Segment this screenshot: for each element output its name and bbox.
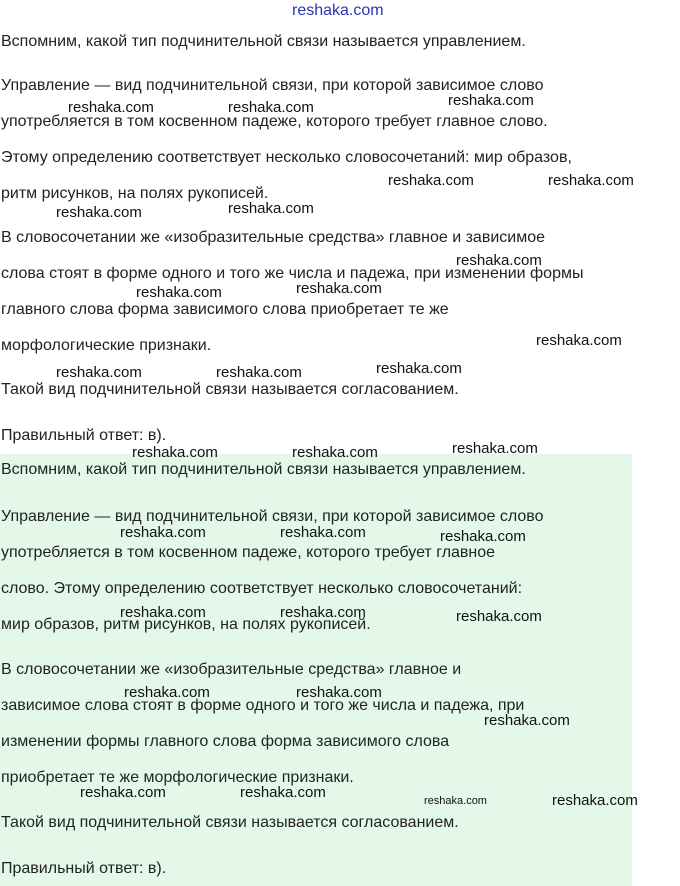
watermark: reshaka.com <box>132 444 218 461</box>
block2-agreement-line1: В словосочетании же «изобразительные средства» главное и <box>1 661 462 678</box>
watermark: reshaka.com <box>280 524 366 541</box>
watermark: reshaka.com <box>536 332 622 349</box>
block1-paragraph-intro: Вспомним, какой тип подчинительной связи называется управлением. <box>1 33 526 50</box>
block1-agreement-line1: В словосочетании же «изобразительные средства» главное и зависимое <box>1 229 545 246</box>
block1-examples-line1: Этому определению соответствует несколько словосочетаний: мир образов, <box>1 149 572 166</box>
block2-definition-line2: употребляется в том косвенном падеже, которого требует главное <box>1 544 496 561</box>
watermark: reshaka.com <box>56 364 142 381</box>
watermark: reshaka.com <box>456 608 542 625</box>
block2-conclusion: Такой вид подчинительной связи называется согласованием. <box>1 814 459 831</box>
block1-examples-line2: ритм рисунков, на полях рукописей. <box>1 185 269 202</box>
watermark: reshaka.com <box>548 172 634 189</box>
block2-definition-line3: слово. Этому определению соответствует несколько словосочетаний: <box>1 580 523 597</box>
watermark: reshaka.com <box>424 795 487 807</box>
watermark: reshaka.com <box>68 99 154 116</box>
block1-agreement-line2: слова стоят в форме одного и того же числа и падежа, при изменении формы <box>1 265 584 282</box>
watermark: reshaka.com <box>448 92 534 109</box>
block2-paragraph-intro: Вспомним, какой тип подчинительной связи называется управлением. <box>1 461 526 478</box>
watermark: reshaka.com <box>240 784 326 801</box>
block1-definition-line2: употребляется в том косвенном падеже, которого требует главное слово. <box>1 113 548 130</box>
watermark: reshaka.com <box>120 524 206 541</box>
block2-definition-line4: мир образов, ритм рисунков, на полях рукописей. <box>1 616 371 633</box>
watermark-top: reshaka.com <box>292 2 384 19</box>
watermark: reshaka.com <box>80 784 166 801</box>
watermark: reshaka.com <box>552 792 638 809</box>
watermark: reshaka.com <box>388 172 474 189</box>
watermark: reshaka.com <box>136 284 222 301</box>
watermark: reshaka.com <box>124 684 210 701</box>
block1-agreement-line3: главного слова форма зависимого слова приобретает те же <box>1 301 449 318</box>
watermark: reshaka.com <box>484 712 570 729</box>
block1-agreement-line4: морфологические признаки. <box>1 337 212 354</box>
watermark: reshaka.com <box>440 528 526 545</box>
block1-answer: Правильный ответ: в). <box>1 427 167 444</box>
watermark: reshaka.com <box>216 364 302 381</box>
watermark: reshaka.com <box>228 99 314 116</box>
block1-conclusion: Такой вид подчинительной связи называется согласованием. <box>1 381 459 398</box>
watermark: reshaka.com <box>296 684 382 701</box>
block2-agreement-line3: изменении формы главного слова форма зависимого слова <box>1 733 450 750</box>
watermark: reshaka.com <box>456 252 542 269</box>
block2-agreement-line2: зависимое слова стоят в форме одного и того же числа и падежа, при <box>1 697 525 714</box>
watermark: reshaka.com <box>56 204 142 221</box>
watermark: reshaka.com <box>296 280 382 297</box>
block2-answer: Правильный ответ: в). <box>1 860 167 877</box>
watermark: reshaka.com <box>228 200 314 217</box>
block1-definition-line1: Управление — вид подчинительной связи, при которой зависимое слово <box>1 77 544 94</box>
block2-agreement-line4: приобретает те же морфологические признаки. <box>1 769 354 786</box>
watermark: reshaka.com <box>280 604 366 621</box>
watermark: reshaka.com <box>120 604 206 621</box>
watermark: reshaka.com <box>292 444 378 461</box>
watermark: reshaka.com <box>376 360 462 377</box>
watermark: reshaka.com <box>452 440 538 457</box>
block2-definition-line1: Управление — вид подчинительной связи, при которой зависимое слово <box>1 508 544 525</box>
